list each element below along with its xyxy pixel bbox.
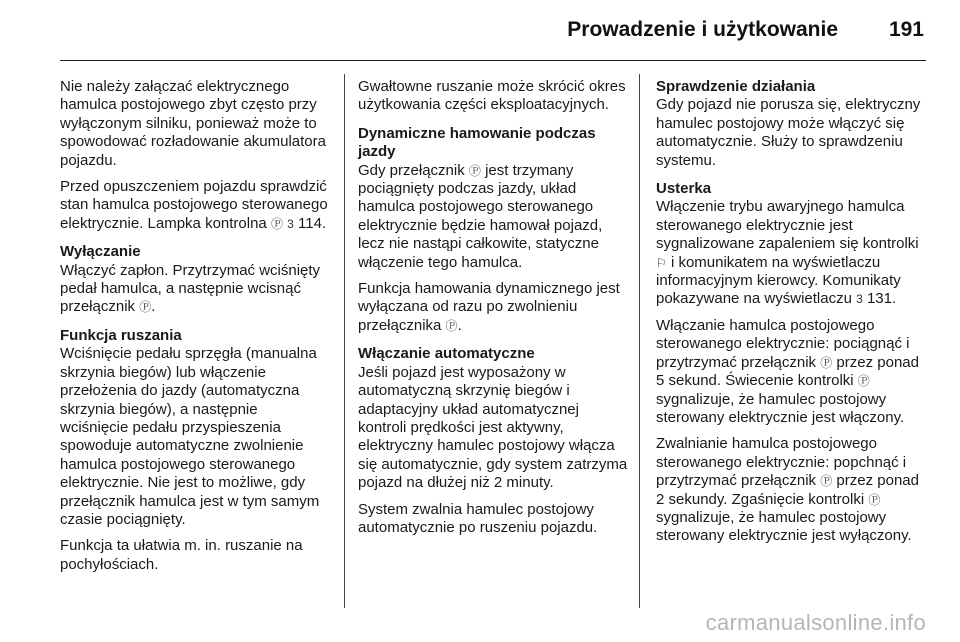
section-heading: Wyłączanie	[60, 243, 141, 261]
section-heading: Dynamiczne hamowanie podczas jazdy	[358, 124, 596, 161]
paragraph: Gdy pojazd nie porusza się, elektryczny hamulec postojowy może włączyć się automatycznie. Służy to sprawdzeniu systemu.	[656, 96, 921, 169]
section-heading: Włączanie automatyczne	[358, 345, 535, 363]
paragraph: Wciśnięcie pedału sprzęgła (manualna skrzynia biegów) lub włączenie przełożenia do jazdy (automatyczna skrzynia biegów), a następnie wciśnięcie pedału przyspieszenia spowoduje automatyczne zwolnienie hamulca postojowego sterowanego elektrycznie. Nie jest to możliwe, gdy przełącznik hamulca jest w tym samym czasie pociągnięty.	[60, 345, 320, 528]
warning-lamp-icon: ⚐	[656, 255, 667, 270]
cross-reference-link[interactable]: 131.	[866, 290, 897, 308]
paragraph: Włączanie hamulca postojowego sterowanego elektrycznie: pociągnąć i przytrzymać przełącznik Ⓟ przez ponad 5 sekund. Świecenie kontrolki Ⓟ sygnalizuje, że hamulec postojowy sterowany elektrycznie jest włączony.	[656, 316, 919, 426]
paragraph: Funkcja ta ułatwia m. in. ruszanie na pochyłościach.	[60, 537, 303, 573]
paragraph: Przed opuszczeniem pojazdu sprawdzić stan hamulca postojowego sterowanego elektrycznie. Lampka kontrolna Ⓟ 3 114.	[60, 178, 328, 232]
column-3	[656, 78, 928, 554]
parking-brake-icon: Ⓟ	[445, 318, 458, 333]
parking-brake-icon: Ⓟ	[868, 492, 881, 507]
paragraph: Włączyć zapłon. Przytrzymać wciśnięty pedał hamulca, a następnie wcisnąć przełącznik Ⓟ.	[60, 261, 321, 316]
paragraph: Funkcja hamowania dynamicznego jest wyłączana od razu po zwolnieniu przełącznika Ⓟ.	[358, 280, 620, 334]
page-reference-icon: 3	[856, 292, 863, 307]
parking-brake-icon: Ⓟ	[139, 300, 152, 315]
section-heading: Funkcja ruszania	[60, 326, 182, 344]
parking-brake-icon: Ⓟ	[468, 163, 481, 178]
page-header	[0, 0, 960, 58]
page-number: 191	[888, 18, 924, 41]
column-2	[358, 78, 628, 545]
watermark: carmanualsonline.info	[705, 610, 926, 635]
paragraph: Nie należy załączać elektrycznego hamulca postojowego zbyt często przy wyłączonym silniku, ponieważ może to spowodować rozładowanie akumulatora pojazdu.	[60, 78, 326, 169]
paragraph: Włączenie trybu awaryjnego hamulca sterowanego elektrycznie jest sygnalizowane zapaleniem się kontrolki ⚐ i komunikatem na wyświetlaczu informacyjnym kierowcy. Komunikaty pokazywane na wyświetlaczu 3 131.	[656, 198, 919, 308]
paragraph: Zwalnianie hamulca postojowego sterowanego elektrycznie: popchnąć i przytrzymać przełącznik Ⓟ przez ponad 2 sekundy. Zgaśnięcie kontrolki Ⓟ sygnalizuje, że hamulec postojowy sterowany elektrycznie jest wyłączony.	[656, 435, 919, 545]
parking-brake-icon: Ⓟ	[270, 216, 283, 231]
cross-reference-link[interactable]: 114.	[298, 214, 327, 232]
paragraph: Jeśli pojazd jest wyposażony w automatyczną skrzynię biegów i adaptacyjny układ automatycznej kontroli prędkości jest aktywny, elektryczny hamulec postojowy włącza się automatycznie, gdy system zatrzyma pojazd na dłużej niż 2 minuty.	[358, 363, 628, 492]
parking-brake-icon: Ⓟ	[857, 374, 870, 389]
paragraph: Gwałtowne ruszanie może skrócić okres użytkowania części eksploatacyjnych.	[358, 78, 626, 114]
page-reference-icon: 3	[287, 216, 294, 231]
column-divider	[344, 74, 345, 608]
paragraph: System zwalnia hamulec postojowy automatycznie po ruszeniu pojazdu.	[358, 500, 598, 536]
paragraph: Gdy przełącznik Ⓟ jest trzymany pociągnięty podczas jazdy, układ hamulca postojowego sterowanego elektrycznie będzie hamował pojazd, lecz nie nastąpi całkowite, statyczne włączenie tego hamulca.	[358, 161, 603, 271]
column-1	[60, 78, 330, 582]
parking-brake-icon: Ⓟ	[820, 474, 833, 489]
column-divider	[639, 74, 640, 608]
section-heading: Usterka	[656, 180, 712, 198]
header-divider	[60, 60, 926, 61]
section-heading: Sprawdzenie działania	[656, 78, 816, 95]
parking-brake-icon: Ⓟ	[820, 355, 833, 370]
page-title: Prowadzenie i użytkowanie	[567, 18, 838, 41]
